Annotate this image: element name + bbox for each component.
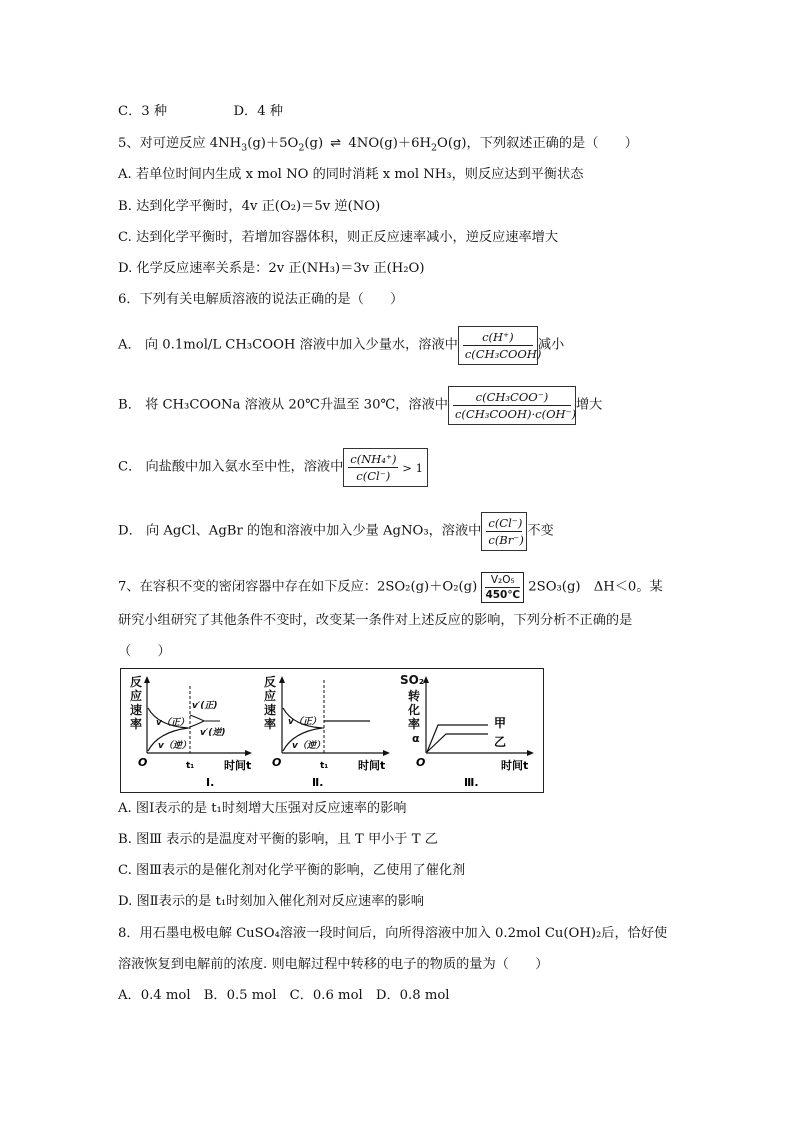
graph2-xlabel: 时间t (358, 759, 386, 772)
graph1-vf2-curve (190, 715, 220, 721)
graph3-ylabel-char: 转 (408, 689, 421, 703)
graph1-origin: O (138, 756, 148, 769)
catalyst-condition-box: $\frac{\text{V₂O₅}}{450℃}$ (481, 572, 524, 603)
q5-option-d: D. 化学反应速率关系是：2v 正(NH₃)＝3v 正(H₂O) (118, 261, 425, 276)
graph3-label-jia: 甲 (494, 716, 507, 730)
graph3-yi-curve (427, 734, 488, 752)
graph1-ylabel-char: 应 (130, 689, 143, 703)
fraction-box: $\frac{c(H^+)}{\text{c(CH₃COOH)}}$ (458, 326, 538, 365)
graph-1 (130, 674, 252, 789)
graph3-xlabel: 时间t (501, 759, 529, 772)
q6-stem: 6．下列有关电解质溶液的说法正确的是（ ） (118, 292, 404, 307)
graph2-t1-label: t₁ (320, 761, 329, 771)
q7-option-d: D. 图Ⅱ表示的是 t₁时刻加入催化剂对反应速率的影响 (118, 894, 424, 909)
fraction-box: $\frac{\text{c(CH₃COO⁻)}}{\text{c(CH₃COOH)·c(OH⁻)}}$ (448, 386, 576, 425)
q5-option-c: C. 达到化学平衡时，若增加容器体积，则正反应速率减小，逆反应速率增大 (118, 230, 559, 245)
graph3-jia-curve (427, 725, 488, 752)
graph1-ylabel-char: 率 (130, 717, 143, 731)
graph2-ylabel-char: 反 (264, 675, 277, 689)
graph3-ylabel-char: SO₂ (400, 673, 425, 687)
graph1-label-vr2: v′(逆) (200, 728, 226, 738)
graph2-ylabel-char: 应 (264, 689, 277, 703)
graph2-ylabel-char: 率 (264, 717, 277, 731)
q5-option-b: B. 达到化学平衡时，4v 正(O₂)＝5v 逆(NO) (118, 199, 381, 214)
q8-stem-line2: 溶液恢复到电解前的浓度. 则电解过程中转移的电子的物质的量为（ ） (118, 957, 549, 972)
q8-stem-line1: 8．用石墨电极电解 CuSO₄溶液一段时间后，向所得溶液中加入 0.2mol Cu(OH)₂后，恰好使 (118, 926, 668, 941)
q7-stem-line3: （ ） (118, 644, 171, 659)
graph-3 (400, 673, 534, 789)
reversible-arrow-icon: ⇌ (330, 136, 342, 151)
graph3-origin: O (416, 756, 426, 769)
graph1-title: Ⅰ. (206, 776, 215, 789)
graph1-xlabel: 时间t (224, 759, 252, 772)
graph2-origin: O (272, 756, 282, 769)
graph2-ylabel-char: 速 (264, 703, 277, 717)
fraction-box: $\frac{\text{c(NH₄⁺)}}{c(Cl^-)}$ > 1 (343, 448, 428, 487)
graph1-vr2-curve (190, 721, 204, 727)
graph3-ylabel-char: α (412, 732, 420, 745)
rate-graphs-figure (120, 668, 544, 794)
fraction-box: $\frac{c(Cl^-)}{c(Br^-)}$ (481, 512, 527, 551)
q7-option-b: B. 图Ⅲ 表示的是温度对平衡的影响，且 T 甲小于 T 乙 (118, 832, 438, 847)
q5-option-a: A. 若单位时间内生成 x mol NO 的同时消耗 x mol NH₃，则反应达到平衡状态 (118, 167, 584, 182)
q7-option-c: C. 图Ⅲ表示的是催化剂对化学平衡的影响，乙使用了催化剂 (118, 863, 466, 878)
q8-choices: A．0.4 mol B．0.5 mol C．0.6 mol D．0.8 mol (118, 988, 450, 1003)
graph1-label-vf: v（正） (156, 718, 189, 728)
graph3-ylabel-char: 化 (408, 703, 421, 717)
q4-choice-d: D．4 种 (233, 104, 283, 119)
q6-option-c: C． 向盐酸中加入氨水至中性，溶液中 $\frac{\text{c(NH₄⁺)}}{c(Cl^-)}$ > 1 (118, 448, 428, 487)
graph1-t1-label: t₁ (186, 761, 195, 771)
q7-stem-line2: 研究小组研究了其他条件不变时，改变某一条件对上述反应的影响，下列分析不正确的是 (118, 613, 633, 628)
q4-choice-c: C．3 种 (118, 104, 168, 119)
graph1-label-vr: v（逆） (158, 741, 191, 751)
graph1-ylabel-char: 反 (130, 675, 143, 689)
graph3-title: Ⅲ. (464, 776, 479, 789)
graph1-label-vf2: v′(正) (192, 701, 218, 711)
q5-stem: 5、对可逆反应 $4NH_3(g)+5O_2(g)$ ⇌ $4NO(g)+6H_2O(g)$，下列叙述正确的是（ ） (118, 136, 638, 154)
graph3-ylabel-char: 率 (408, 717, 421, 731)
q6-option-b: B． 将 CH₃COONa 溶液从 20℃升温至 30℃，溶液中 $\frac{\text{c(CH₃COO⁻)}}{\text{c(CH₃COOH)·c(OH⁻)}}$ 增大 (118, 386, 602, 425)
graph2-label-vr: v（逆） (292, 741, 325, 751)
q4-choice-row (118, 103, 283, 121)
graph-2 (264, 674, 390, 789)
graph2-label-vf: v（正） (288, 717, 321, 727)
graph1-ylabel-char: 速 (130, 703, 143, 717)
graph2-title: Ⅱ. (312, 776, 324, 789)
q6-option-a: A． 向 0.1mol/L CH₃COOH 溶液中加入少量水，溶液中 $\frac{c(H^+)}{\text{c(CH₃COOH)}}$ 减小 (118, 326, 564, 365)
q7-stem: 7、在容积不变的密闭容器中存在如下反应：2SO₂(g)＋O₂(g) $\frac{\text{V₂O₅}}{450℃}$ 2SO₃(g) ΔH＜0。某 (118, 574, 663, 601)
q7-option-a: A. 图Ⅰ表示的是 t₁时刻增大压强对反应速率的影响 (118, 801, 407, 816)
q6-option-d: D． 向 AgCl、AgBr 的饱和溶液中加入少量 AgNO₃，溶液中 $\frac{c(Cl^-)}{c(Br^-)}$ 不变 (118, 512, 554, 551)
graph3-label-yi: 乙 (494, 735, 507, 749)
